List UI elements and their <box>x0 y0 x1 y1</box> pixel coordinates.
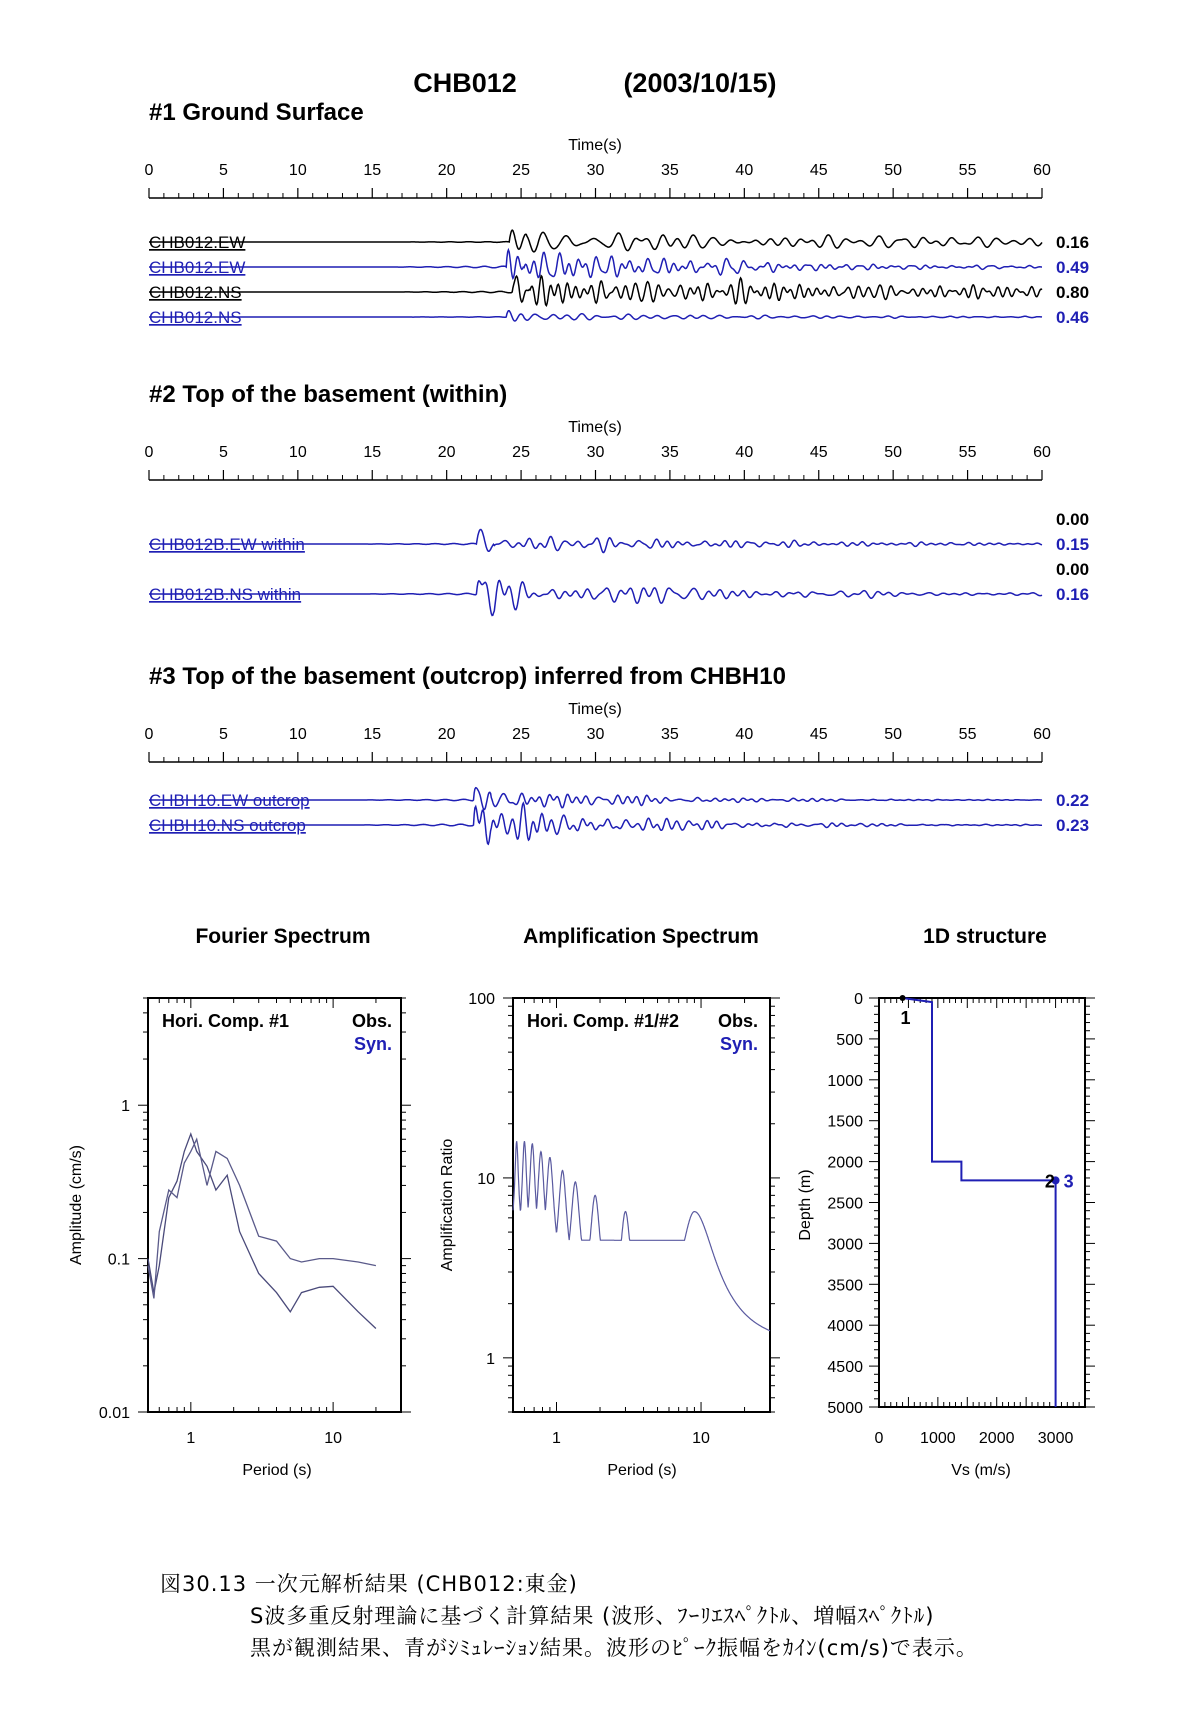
x-tick-label: 1000 <box>920 1430 956 1447</box>
trace-label: CHBH10.NS outcrop <box>149 816 306 835</box>
time-tick-label: 55 <box>958 444 977 461</box>
event-date: (2003/10/15) <box>623 68 777 98</box>
trace-label: CHB012.EW <box>149 258 246 277</box>
plot-frame <box>148 998 401 1412</box>
time-tick-label: 45 <box>809 162 828 179</box>
y-tick-label: 10 <box>477 1170 495 1188</box>
fourier-spectrum-panel <box>68 925 411 1479</box>
y-tick-label: 0.01 <box>98 1405 130 1422</box>
structure-panel <box>797 925 1095 1479</box>
layer-marker-label: 2 <box>1044 1171 1055 1192</box>
waveform-trace <box>149 250 1042 278</box>
y-tick-label: 2500 <box>827 1195 863 1213</box>
time-tick-label: 40 <box>735 726 754 743</box>
time-tick-label: 20 <box>437 444 456 461</box>
spectrum-series-obs <box>148 1134 376 1329</box>
time-tick-label: 15 <box>363 444 382 461</box>
waveform-panel-1 <box>145 99 1090 327</box>
trace-label: CHB012B.EW within <box>149 535 305 554</box>
time-tick-label: 60 <box>1033 162 1051 179</box>
amplification-curve <box>513 1141 770 1331</box>
trace-peak-value: 0.22 <box>1056 791 1090 810</box>
time-tick-label: 30 <box>586 162 605 179</box>
time-tick-label: 50 <box>884 444 903 461</box>
time-tick-label: 40 <box>735 444 754 461</box>
x-tick-label: 2000 <box>978 1430 1015 1447</box>
time-tick-label: 10 <box>288 444 307 461</box>
trace-peak-value: 0.16 <box>1056 585 1090 604</box>
y-tick-label: 1000 <box>827 1072 863 1090</box>
panel-title: #2 Top of the basement (within) <box>149 381 508 408</box>
trace-peak-value: 0.00 <box>1056 560 1090 579</box>
time-tick-label: 40 <box>735 162 754 179</box>
trace-peak-value: 0.15 <box>1056 535 1090 554</box>
x-tick-label: 0 <box>874 1430 884 1447</box>
time-tick-label: 35 <box>661 162 679 179</box>
waveform-panel-3 <box>145 663 1090 844</box>
time-tick-label: 5 <box>218 162 228 179</box>
waveform-trace <box>149 311 1042 321</box>
waveform-panel-2 <box>145 381 1090 616</box>
trace-label: CHBH10.EW outcrop <box>149 791 310 810</box>
y-tick-label: 0 <box>854 991 863 1008</box>
chart-title: 1D structure <box>923 925 1047 948</box>
plot-frame <box>513 998 770 1412</box>
caption-line-1: 図30.13 一次元解析結果 (CHB012:東金) <box>160 1572 578 1596</box>
spectrum-panels <box>68 925 1095 1479</box>
trace-label: CHB012B.NS within <box>149 585 302 604</box>
time-tick-label: 10 <box>288 726 307 743</box>
trace-peak-value: 0.80 <box>1056 283 1090 302</box>
legend-syn: Syn. <box>353 1034 392 1054</box>
chart-title: Fourier Spectrum <box>195 925 371 948</box>
waveform-trace <box>149 230 1042 252</box>
time-tick-label: 45 <box>809 726 828 743</box>
x-axis-label: Period (s) <box>242 1462 312 1479</box>
time-tick-label: 0 <box>144 162 154 179</box>
time-tick-label: 50 <box>884 162 903 179</box>
waveform-trace <box>149 276 1042 306</box>
trace-peak-value: 0.49 <box>1056 258 1090 277</box>
time-tick-label: 5 <box>218 726 228 743</box>
layer-marker-label: 1 <box>900 1008 911 1029</box>
y-tick-label: 1500 <box>827 1113 863 1131</box>
caption-line-2: S波多重反射理論に基づく計算結果 (波形、ﾌｰﾘｴｽﾍﾟｸﾄﾙ、増幅ｽﾍﾟｸﾄﾙ) <box>250 1604 935 1628</box>
layer-marker-dot <box>900 995 906 1001</box>
legend-obs: Obs. <box>717 1011 758 1031</box>
y-tick-label: 500 <box>836 1031 863 1049</box>
legend-syn: Syn. <box>719 1034 758 1054</box>
time-tick-label: 50 <box>884 726 903 743</box>
x-tick-label: 10 <box>324 1430 343 1447</box>
time-tick-label: 55 <box>958 162 977 179</box>
y-tick-label: 4000 <box>827 1318 863 1336</box>
time-tick-label: 25 <box>512 726 530 743</box>
y-tick-label: 100 <box>468 991 495 1008</box>
y-axis-label: Amplitude (cm/s) <box>68 1144 85 1266</box>
time-axis-label: Time(s) <box>568 701 622 718</box>
y-tick-label: 1 <box>486 1350 495 1368</box>
time-tick-label: 25 <box>512 444 530 461</box>
station-title: CHB012 <box>413 68 517 98</box>
legend-obs: Obs. <box>351 1011 392 1031</box>
component-annotation: Hori. Comp. #1/#2 <box>527 1011 680 1031</box>
time-tick-label: 0 <box>144 444 154 461</box>
trace-label: CHB012.NS <box>149 283 242 302</box>
x-tick-label: 1 <box>552 1430 561 1447</box>
spectrum-series-syn <box>148 1139 376 1298</box>
time-tick-label: 55 <box>958 726 977 743</box>
time-axis-label: Time(s) <box>568 419 622 436</box>
trace-peak-value: 0.23 <box>1056 816 1090 835</box>
time-tick-label: 45 <box>809 444 828 461</box>
y-axis-label: Depth (m) <box>797 1169 814 1241</box>
y-axis-label: Amplification Ratio <box>439 1138 456 1272</box>
y-tick-label: 3000 <box>827 1236 863 1254</box>
x-tick-label: 1 <box>186 1430 196 1447</box>
y-tick-label: 4500 <box>827 1359 863 1377</box>
trace-peak-value: 0.00 <box>1056 510 1090 529</box>
x-tick-label: 10 <box>692 1430 710 1447</box>
caption-line-3: 黒が観測結果、青がｼﾐｭﾚｰｼｮﾝ結果。波形のﾋﾟｰｸ振幅をｶｲﾝ(cm/s)で表示。 <box>250 1636 978 1660</box>
time-tick-label: 60 <box>1033 726 1051 743</box>
time-tick-label: 25 <box>512 162 530 179</box>
time-tick-label: 30 <box>586 444 605 461</box>
x-tick-label: 3000 <box>1037 1430 1074 1447</box>
vs-profile <box>900 998 1056 1407</box>
time-tick-label: 5 <box>218 444 228 461</box>
waveform-panels <box>145 99 1090 844</box>
amplification-spectrum-panel <box>439 925 780 1479</box>
plot-frame <box>879 998 1085 1407</box>
time-tick-label: 20 <box>437 162 456 179</box>
y-tick-label: 5000 <box>827 1400 863 1417</box>
trace-peak-value: 0.16 <box>1056 233 1090 252</box>
component-annotation: Hori. Comp. #1 <box>162 1011 290 1031</box>
time-tick-label: 20 <box>437 726 456 743</box>
trace-peak-value: 0.46 <box>1056 308 1090 327</box>
trace-label: CHB012.EW <box>149 233 246 252</box>
time-tick-label: 0 <box>144 726 154 743</box>
time-tick-label: 35 <box>661 726 679 743</box>
time-tick-label: 15 <box>363 162 382 179</box>
panel-title: #1 Ground Surface <box>149 99 364 126</box>
time-tick-label: 30 <box>586 726 605 743</box>
panel-title: #3 Top of the basement (outcrop) inferred from CHBH10 <box>149 663 786 690</box>
x-axis-label: Vs (m/s) <box>951 1462 1011 1479</box>
time-tick-label: 35 <box>661 444 679 461</box>
time-tick-label: 10 <box>288 162 307 179</box>
time-tick-label: 60 <box>1033 444 1051 461</box>
y-tick-label: 2000 <box>827 1154 863 1172</box>
y-tick-label: 3500 <box>827 1277 863 1295</box>
chart-title: Amplification Spectrum <box>523 925 759 948</box>
time-axis-label: Time(s) <box>568 137 622 154</box>
trace-label: CHB012.NS <box>149 308 242 327</box>
x-axis-label: Period (s) <box>607 1462 677 1479</box>
time-tick-label: 15 <box>363 726 382 743</box>
y-tick-label: 0.1 <box>107 1251 130 1269</box>
layer-marker-label: 3 <box>1063 1171 1074 1192</box>
y-tick-label: 1 <box>121 1098 130 1116</box>
